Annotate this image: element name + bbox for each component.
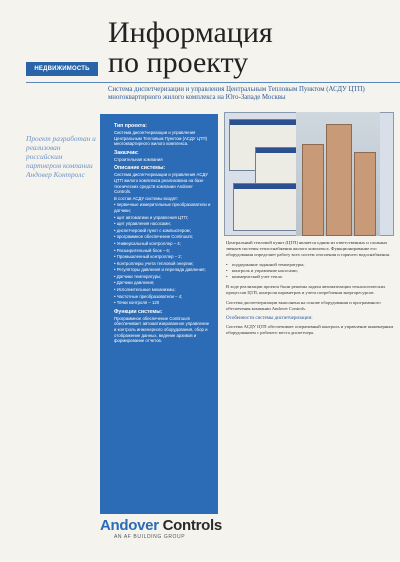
facts-heading: Функции системы: — [114, 308, 163, 315]
facts-item: • диспетчерский пункт с компьютером; — [114, 227, 191, 233]
facts-text: В состав АСДУ системы входят: — [114, 195, 179, 201]
bullet-list — [226, 262, 396, 280]
logo-word-1: Andover — [100, 517, 159, 534]
tower-shape — [354, 152, 376, 236]
facts-text: Программное обеспечение Continuum обеспечивает автоматизированное управление и контроль инженерного оборудования, сбор и отображение данных, ведение архивов и формирование отчетов. — [114, 315, 210, 344]
page-subtitle: Система диспетчеризации и управления Центральным Тепловым Пунктом (АСДУ ЦТП) многоквартирного жилого комплекса на Юго-Западе Москвы — [108, 86, 365, 102]
paragraph: В ходе реализации проекта были решены задачи автоматизации технологических процессов ЦТП, контроля параметров и учета потребления энергоресурсов. — [226, 284, 386, 295]
facts-item: • Датчики давления; — [114, 280, 155, 286]
paragraph: Центральный тепловой пункт (ЦТП) является одним из ответственных и сложных звеньев системы теплоснабжения жилого комплекса. Функционирование его оборудования определяет работу всех систем отопления и горячего водоснабжения. — [226, 240, 390, 257]
facts-item: • щит управления насосами; — [114, 221, 171, 227]
tower-shape — [302, 144, 324, 236]
title-line-2: по проекту — [108, 46, 249, 79]
main-text — [226, 240, 396, 340]
facts-item: • первичные измерительные преобразователи и датчики; — [114, 202, 211, 213]
facts-item: • Расширительный блок – 6; — [114, 247, 171, 253]
facts-item: • Точки контроля – 120 — [114, 300, 160, 306]
tower-shape — [326, 124, 352, 236]
facts-text: Система диспетчеризации и управления Центральным Тепловым Пунктом (АСДУ ЦТП) многоквартирного жилого комплекса. — [114, 130, 208, 147]
list-item: • поддержание заданной температуры; — [226, 262, 396, 268]
facts-text: Строительная компания — [114, 156, 163, 162]
company-logo — [100, 518, 230, 544]
screenshot-window — [233, 183, 297, 231]
facts-item: • Исполнительные механизмы; — [114, 287, 176, 293]
list-item: • коммерческий учет тепла. — [226, 274, 396, 280]
divider — [26, 82, 400, 83]
facts-item: • Контроллеры учета тепловой энергии; — [114, 260, 194, 266]
partner-note: Проект разработан и реализован российским партнером компании Андовер Контролс — [26, 134, 96, 179]
building-photo — [296, 112, 380, 236]
facts-item: • Частотные преобразователи – 4; — [114, 293, 183, 299]
facts-heading: Тип проекта: — [114, 123, 147, 129]
logo-tagline: AN AF BUILDING GROUP — [114, 534, 186, 540]
subheading: Особенности системы диспетчеризации: — [226, 316, 313, 321]
list-item: • контроль и управление насосами; — [226, 268, 396, 274]
title-line-1: Информация — [108, 16, 273, 49]
facts-item: • щит автоматики и управления ЦТП; — [114, 214, 189, 220]
facts-item: • Датчики температуры; — [114, 273, 162, 279]
logo-wordmark — [100, 518, 230, 534]
facts-item: • программное обеспечение Continuum; — [114, 234, 194, 240]
page-title — [108, 18, 388, 78]
facts-heading: Заказчик: — [114, 149, 139, 156]
section-tag: НЕДВИЖИМОСТЬ — [26, 62, 98, 76]
facts-item: • Универсальный контроллер – 4; — [114, 240, 181, 246]
facts-text: Система диспетчеризации и управления АСДУ ЦТП жилого комплекса реализована на базе технических средств компании Andover Controls. — [114, 172, 209, 195]
project-facts-box — [100, 114, 218, 514]
facts-heading: Описание системы: — [114, 165, 166, 172]
logo-word-2: Controls — [162, 517, 222, 534]
facts-item: • Промышленный контроллер – 2; — [114, 254, 182, 260]
paragraph: Система диспетчеризации выполнена на основе оборудования и программного обеспечения компании Andover Controls. — [226, 300, 381, 311]
facts-item: • Регуляторы давления и перепада давления; — [114, 267, 206, 273]
paragraph: Система АСДУ ЦТП обеспечивает оперативный контроль и управление инженерным оборудованием с рабочего места диспетчера. — [226, 324, 394, 335]
